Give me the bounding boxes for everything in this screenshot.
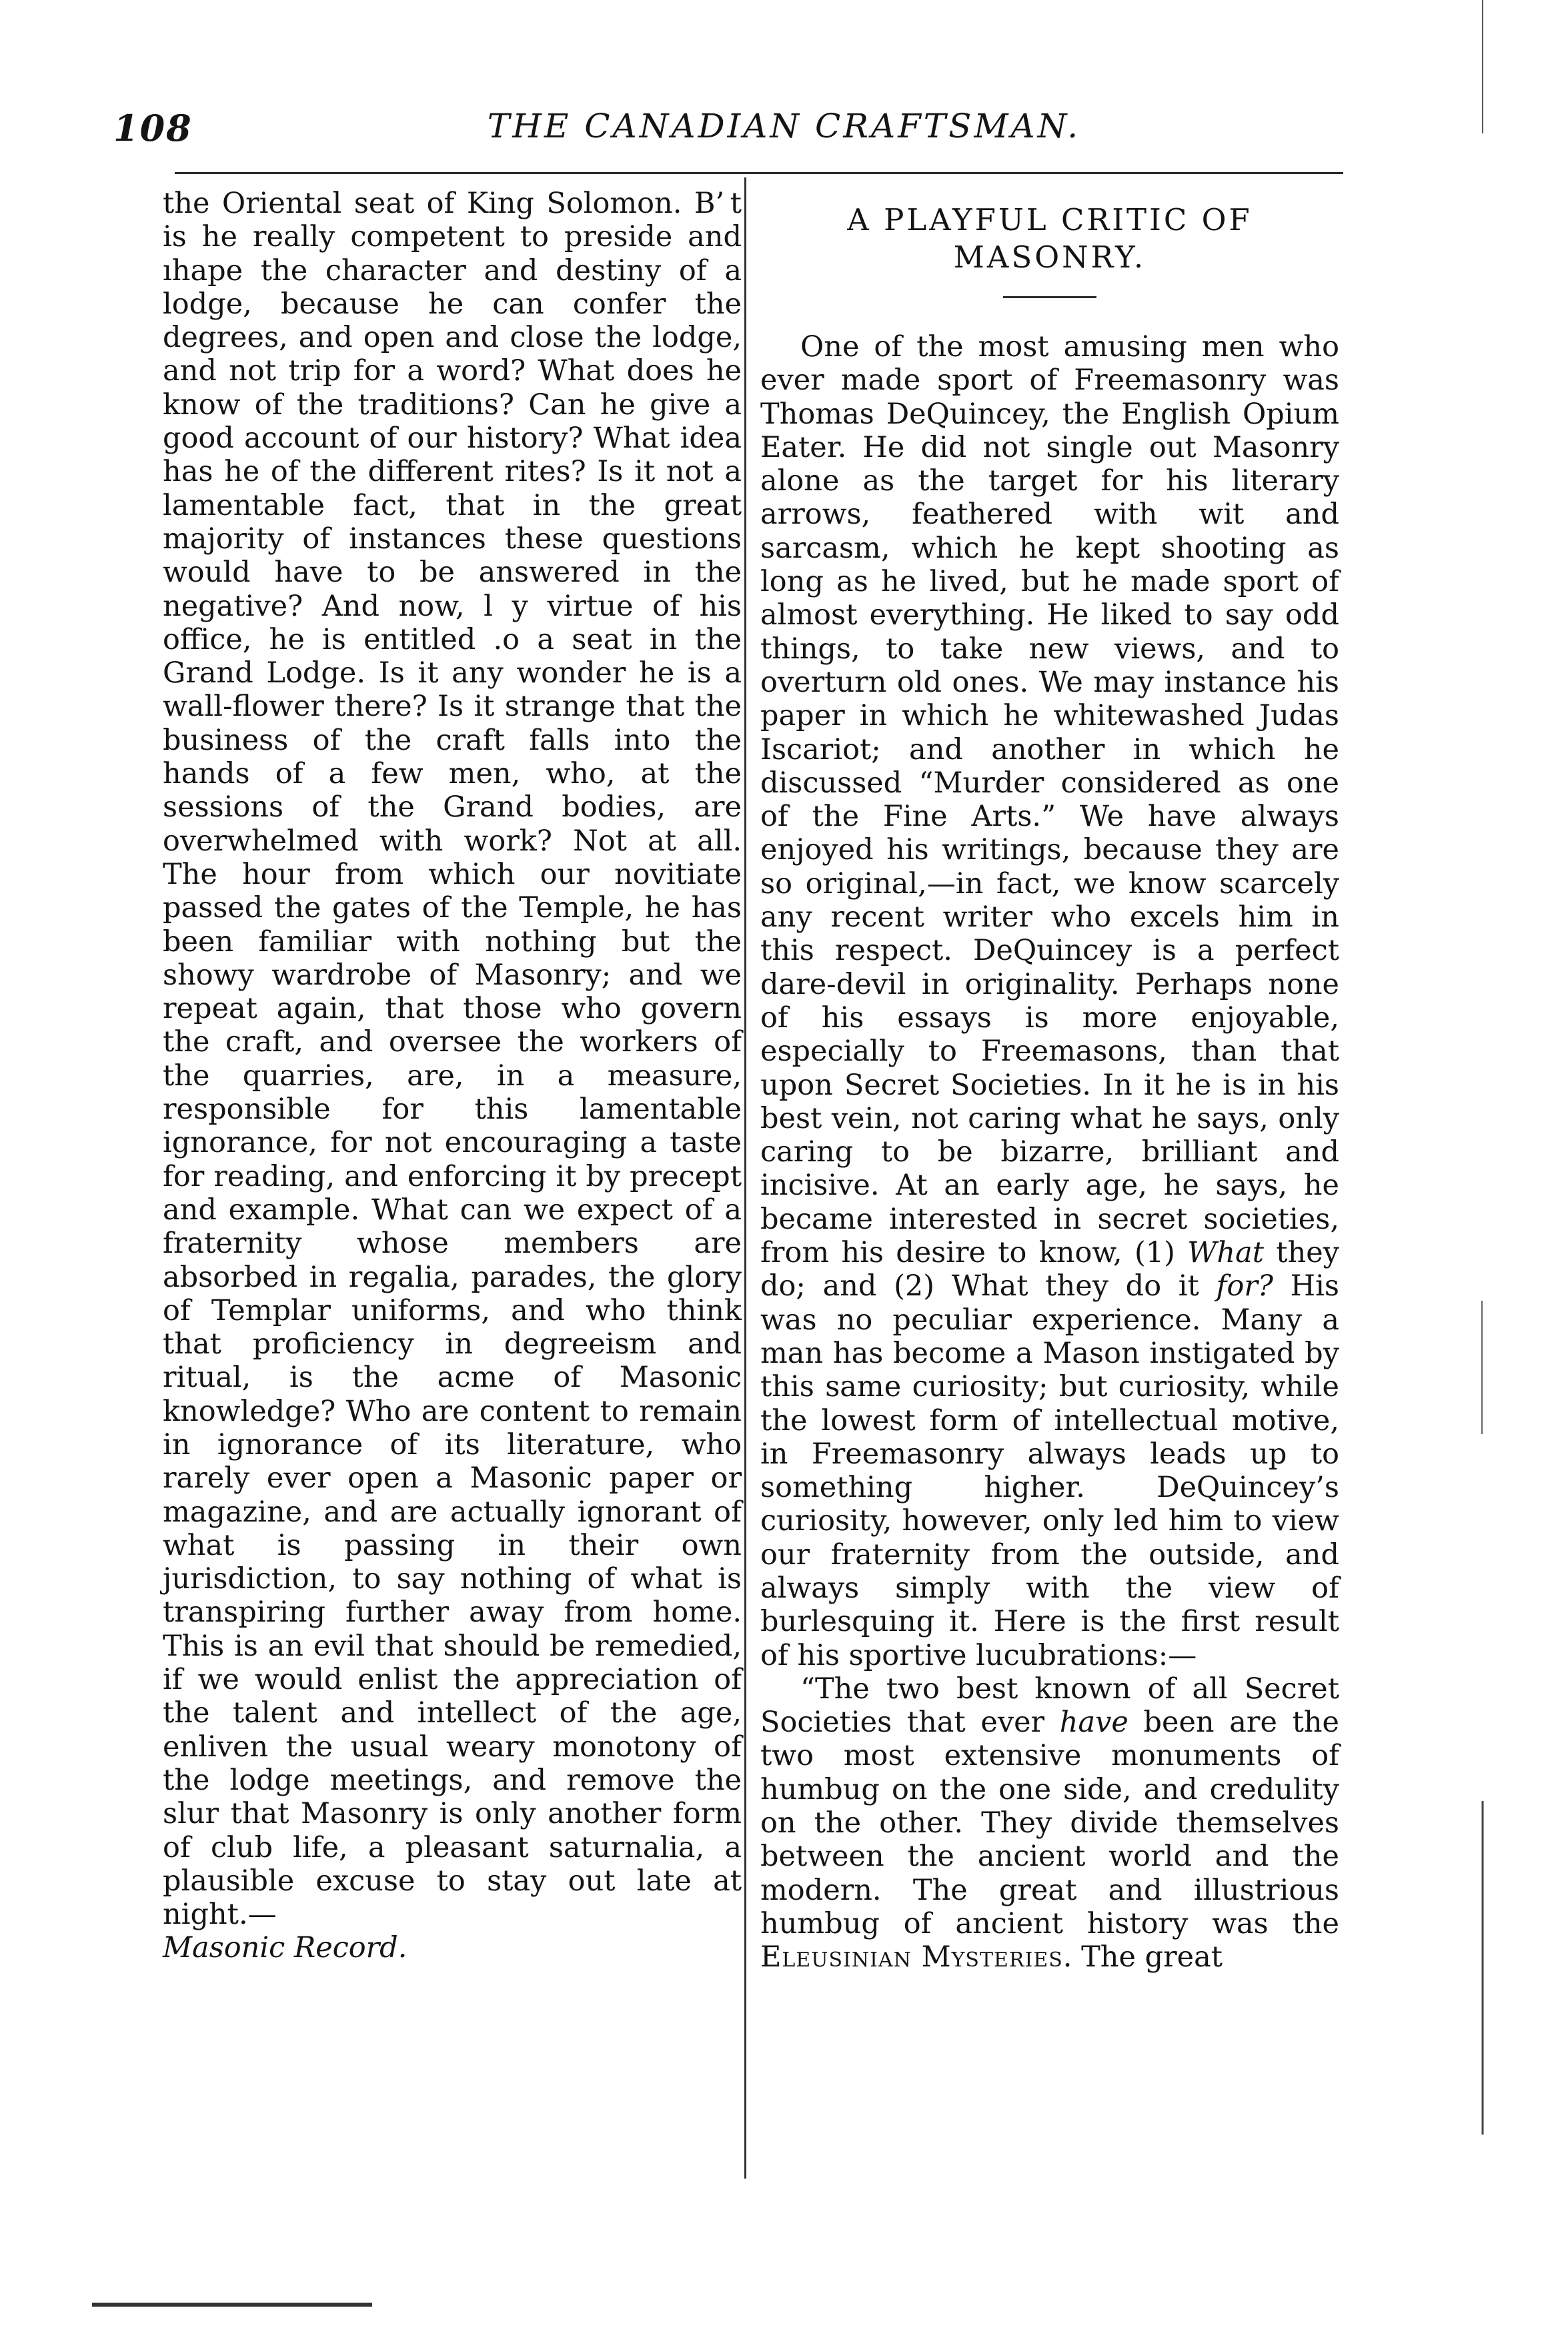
scan-bottom-artifact (92, 2300, 372, 2309)
article-title-line-1: A PLAYFUL CRITIC OF (847, 202, 1253, 237)
header-rule (175, 172, 1343, 174)
source-citation: Masonic Record. (163, 1931, 408, 1965)
quote-part-2: been are the two most extensive monuments of humbug on the one side, and credulity on the other. They divide themselves between the ancient world and the modern. The great and illustrious humbug of ancient history was the (760, 1706, 1339, 1940)
right-column (760, 187, 1339, 1974)
title-rule (1003, 296, 1096, 298)
article-body-part-3: His was no peculiar experience. Many a man has become a Mason instigated by this same curiosity; but curiosity, while the lowest form of intellectual motive, in Freemasonry always leads up to something higher. DeQuincey’s curiosity, however, only led him to view our fraternity from the outside, and always simply with the view of burlesquing it. Here is the first result of his sportive lucubrations:— (760, 1269, 1339, 1672)
quotation-paragraph (760, 1672, 1339, 1974)
quote-part-1: “The two best known of all Secret Societies that ever (760, 1672, 1339, 1740)
left-column (163, 187, 742, 1965)
article-body-part-2: they do; and (2) What they do it (760, 1236, 1340, 1303)
emphasis-for: for? (1216, 1269, 1273, 1303)
column-divider (744, 177, 746, 2179)
quote-part-3: . The great (1062, 1940, 1223, 1974)
article-title (760, 201, 1339, 276)
left-column-paragraph: the Oriental seat of King Solomon. B’ t is he really competent to preside and ıhape the character and destiny of a lodge, because he can confer the degrees, and open and close the lodge, and not trip for a word? What does he know of the traditions? Can he give a good account of our history? What idea has he of the different rites? Is it not a lamentable fact, that in the great majority of instances these questions would have to be answered in the negative? And now, l y virtue of his office, he is entitled .o a seat in the Grand Lodge. Is it any wonder he is a wall-flower there? Is it strange that the business of the craft falls into the hands of a few men, who, at the sessions of the Grand bodies, are overwhelmed with work? Not at all. The hour from which our novitiate passed the gates of the Temple, he has been familiar with nothing but the showy wardrobe of Masonry; and we repeat again, that those who govern the craft, and oversee the workers of the quarries, are, in a measure, responsible for this lamentable ignorance, for not encouraging a taste for reading, and enforcing it by precept and example. What can we expect of a fraternity whose members are absorbed in regalia, parades, the glory of Templar uniforms, and who think that proficiency in degreeism and ritual, is the acme of Masonic knowledge? Who are content to remain in ignorance of its literature, who rarely ever open a Masonic paper or magazine, and are actually ignorant of what is passing in their own jurisdiction, to say nothing of what is transpiring further away from home. This is an evil that should be remedied, if we would enlist the appreciation of the talent and intellect of the age, enliven the usual weary monotony of the lodge meetings, and remove the slur that Masonry is only another form of club life, a pleasant saturnalia, a plausible excuse to stay out late at night.— (163, 187, 742, 1932)
scan-edge-artifact (1479, 0, 1486, 2342)
article-title-line-2: MASONRY. (953, 239, 1146, 275)
emphasis-have: have (1059, 1706, 1128, 1740)
running-head-title: THE CANADIAN CRAFTSMAN. (487, 107, 1081, 145)
eleusinian-mysteries: Eleusinian Mysteries (760, 1940, 1063, 1974)
left-column-text (163, 187, 742, 1965)
emphasis-what: What (1187, 1236, 1265, 1270)
article-body-part-1: One of the most amusing men who ever made sport of Freemasonry was Thomas DeQuincey, the English Opium Eater. He did not single out Masonry alone as the target for his literary arrows, feathered with wit and sarcasm, which he kept shooting as long as he lived, but he made sport of almost everything. He liked to say odd things, to take new views, and to overturn old ones. We may instance his paper in which he whitewashed Judas Iscariot; and another in which he discussed “Murder considered as one of the Fine Arts.” We have always enjoyed his writings, because they are so original,—in fact, we know scarcely any recent writer who excels him in this respect. DeQuincey is a perfect dare-devil in originality. Perhaps none of his essays is more enjoyable, especially to Freemasons, than that upon Secret Societies. In it he is in his best vein, not caring what he says, only caring to be bizarre, brilliant and incisive. At an early age, he says, he became interested in secret societies, from his desire to know, (1) (760, 330, 1339, 1270)
article-paragraph (760, 330, 1339, 1672)
page-number: 108 (113, 107, 193, 149)
